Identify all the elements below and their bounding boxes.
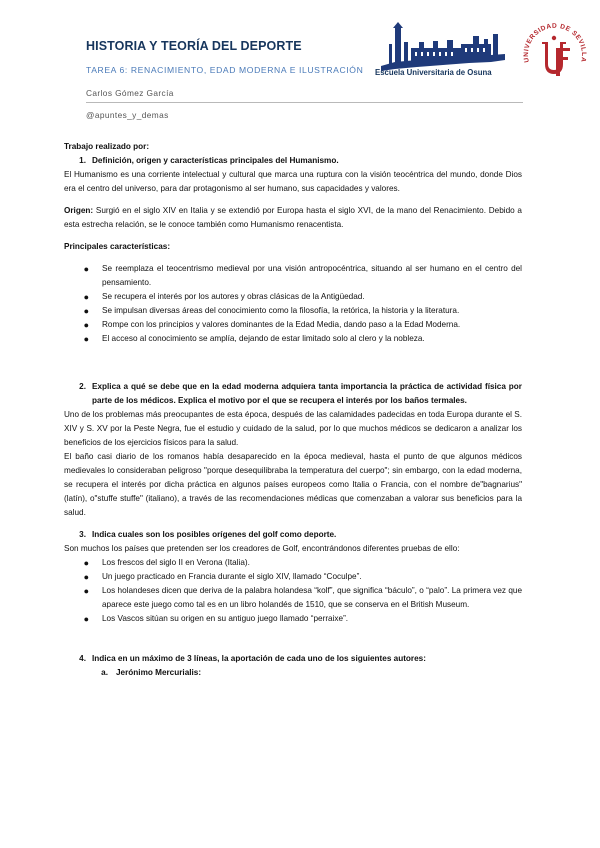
q1-origin-paragraph [64, 204, 522, 232]
question-number: 3. [79, 530, 86, 539]
university-name: UNIVERSIDAD DE SEVILLA [522, 22, 588, 64]
sub-question-letter: a. [101, 668, 108, 677]
question-title: Indica cuales son los posibles orígenes del golf como deporte. [92, 530, 337, 539]
question-title: Indica en un máximo de 3 líneas, la aportación de cada uno de los siguientes autores: [92, 654, 426, 663]
question-number: 1. [79, 156, 86, 165]
university-seal-logo [518, 18, 592, 92]
q3-paragraph: Son muchos los países que pretenden ser los creadores de Golf, encontrándonos diferentes pruebas de ello: [64, 544, 460, 553]
list-item: ● El acceso al conocimiento se amplía, dejando de estar limitado solo al clero y la nobleza. [64, 332, 522, 346]
list-item: ● Los Vascos sitúan su origen en su antiguo juego llamado “perraixe”. [64, 612, 522, 626]
list-item: ● Los frescos del siglo II en Verona (Italia). [64, 556, 522, 570]
list-item: ● Se impulsan diversas áreas del conocimiento como la filosofía, la retórica, la historia y la literatura. [64, 304, 522, 318]
origin-text: Surgió en el siglo XIV en Italia y se extendió por Europa hasta el siglo XVI, de la mano del Renacimiento. Debido a esta estrecha relación, se le conoce también como Humanismo renacentista. [64, 206, 522, 229]
question-3-heading [64, 528, 522, 542]
author-handle: @apuntes_y_demas [86, 110, 169, 120]
made-by-label: Trabajo realizado por: [64, 142, 150, 151]
question-2-heading [64, 380, 522, 408]
question-4-heading [64, 652, 522, 666]
document-title: HISTORIA Y TEORÍA DEL DEPORTE [86, 39, 302, 53]
question-title: Definición, origen y características principales del Humanismo. [92, 156, 339, 165]
question-1-heading [64, 154, 522, 168]
document-body [64, 140, 522, 680]
bullet-icon: ● [83, 558, 89, 568]
list-item: ● Los holandeses dicen que deriva de la palabra holandesa “kolf”, que significa “báculo”, o “palo”. La primera vez que aparece este juego como tal es en un libro holandés de 1510, que se conserva en el British Museum. [64, 584, 522, 612]
question-4a-heading [64, 666, 522, 680]
bullet-icon: ● [83, 320, 89, 330]
q2-paragraph-1: Uno de los problemas más preocupantes de esta época, después de las calamidades padecidas en toda Europa durante el S. XIV y S. XV por la Peste Negra, fue el estudio y cuidado de la salud, por lo que muchos médicos se dedicaron a analizar los beneficios de los ejercicios físicos para la salud. [64, 410, 522, 447]
document-subtitle: TAREA 6: RENACIMIENTO, EDAD MODERNA E ILUSTRACIÓN [86, 65, 364, 75]
bullet-icon: ● [83, 614, 89, 624]
bullet-icon: ● [83, 306, 89, 316]
bullet-icon: ● [83, 264, 89, 274]
question-title: Explica a qué se debe que en la edad moderna adquiera tanta importancia la práctica de actividad física por parte de los médicos. Explica el motivo por el que se recupera el interés por los baños termales. [92, 382, 522, 405]
svg-text:UNIVERSIDAD DE SEVILLA [523, 23, 587, 63]
list-item: ● Se recupera el interés por los autores y obras clásicas de la Antigüedad. [64, 290, 522, 304]
golf-origins-list [64, 556, 522, 626]
header-divider [86, 102, 523, 103]
q1-paragraph: El Humanismo es una corriente intelectual y cultural que marca una ruptura con la visión teocéntrica del mundo, donde Dios era el centro del universo, para dar protagonismo al ser humano, sus capacidades y valores. [64, 170, 522, 193]
origin-label: Origen: [64, 206, 94, 215]
list-item: ● Se reemplaza el teocentrismo medieval por una visión antropocéntrica, situando al ser humano en el centro del pensamiento. [64, 262, 522, 290]
bullet-icon: ● [83, 586, 89, 596]
question-number: 4. [79, 654, 86, 663]
author-name: Carlos Gómez García [86, 88, 174, 98]
list-item: ● Rompe con los principios y valores dominantes de la Edad Media, dando paso a la Edad Moderna. [64, 318, 522, 332]
features-list [64, 262, 522, 346]
question-number: 2. [79, 382, 86, 391]
bullet-icon: ● [83, 572, 89, 582]
sub-question-title: Jerónimo Mercurialis: [116, 668, 202, 677]
q2-paragraph-2: El baño casi diario de los romanos había desaparecido en la época medieval, hasta el punto de que algunos médicos medievales lo consideraban peligroso "porque desequilibraba la temperatura del cuerpo"; sin embargo, con la edad moderna, se recupera el interés por dicha práctica en algunos países europeos como Italia o Francia, con el nombre de"bagnarius" (latín), o"stuffe stuffe" (italiano), a través de las recomendaciones médicas que comenzaban a valorar sus beneficios para la salud. [64, 452, 522, 517]
bullet-icon: ● [83, 292, 89, 302]
bullet-icon: ● [83, 334, 89, 344]
school-name: Escuela Universitaria de Osuna [375, 68, 492, 77]
list-item: ● Un juego practicado en Francia durante el siglo XIV, llamado “Coculpe”. [64, 570, 522, 584]
features-label: Principales características: [64, 242, 171, 251]
